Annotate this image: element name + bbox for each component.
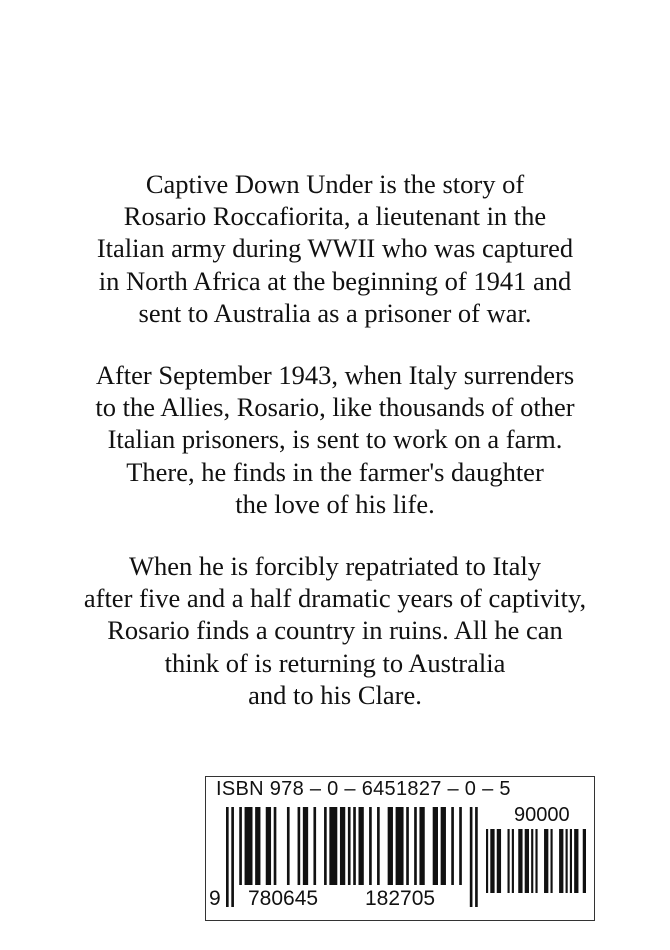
barcode-bar [475, 807, 478, 907]
barcode-bar [255, 807, 260, 885]
barcode-bar [414, 807, 417, 885]
barcode-bar [348, 807, 351, 885]
barcode-bar [459, 807, 462, 885]
blurb-line: and to his Clare. [248, 679, 422, 710]
barcode-bar [406, 807, 409, 885]
blurb-line: There, he finds in the farmer's daughter [126, 456, 544, 487]
barcode-bar [377, 807, 380, 885]
barcode-bar [535, 829, 537, 893]
barcode-bar [497, 829, 501, 893]
barcode-bar [544, 829, 548, 893]
barcode-bar [570, 829, 572, 893]
blurb-paragraph-2 [0, 359, 670, 520]
barcode-bar [266, 807, 271, 885]
blurb-line: to the Allies, Rosario, like thousands of other [95, 392, 575, 423]
barcode-bar [559, 829, 563, 893]
barcode-bar [226, 807, 229, 907]
price-addon-code: 90000 [514, 804, 570, 826]
addon-bars [486, 829, 586, 893]
barcode-bar [583, 829, 586, 893]
blurb-line: After September 1943, when Italy surrenders [95, 360, 575, 391]
barcode-bar [508, 829, 510, 893]
blurb-line: sent to Australia as a prisoner of war. [138, 297, 532, 328]
blurb-paragraph-1 [0, 168, 670, 329]
barcode-bar [525, 829, 529, 893]
barcode-bar [419, 807, 424, 885]
barcode-bar [245, 807, 253, 885]
blurb-line: in North Africa at the beginning of 1941 and [98, 265, 572, 296]
barcode-bar [574, 829, 578, 893]
barcode-bar [239, 807, 242, 885]
isbn-barcode [205, 776, 595, 921]
barcode-bar [369, 807, 372, 885]
blurb-line: the love of his life. [235, 488, 435, 519]
blurb-paragraph-3 [0, 550, 670, 711]
blurb-line: Captive Down Under is the story of [145, 169, 525, 199]
barcode-left-digits: 780645 [248, 887, 319, 910]
barcode-bar [490, 829, 494, 893]
barcode-bar [451, 807, 454, 885]
blurb-line: When he is forcibly repatriated to Italy [128, 551, 542, 582]
barcode-bar [470, 807, 473, 907]
barcode-bar [531, 829, 533, 893]
barcode-bar [287, 807, 290, 885]
barcode-bar [518, 829, 522, 893]
blurb-line: Italian army during WWII who was captured [96, 233, 574, 264]
barcode-bar [388, 807, 393, 885]
barcode-bar [274, 807, 277, 885]
barcode-bar [551, 829, 553, 893]
blurb-line: think of is returning to Australia [164, 647, 506, 678]
barcode-bar [313, 807, 316, 885]
barcode-bar [396, 807, 404, 885]
blurb-line: Rosario Roccafiorita, a lieutenant in the [123, 201, 547, 232]
barcode-bar [298, 807, 301, 885]
blurb-line: Italian prisoners, is sent to work on a farm. [107, 424, 563, 455]
back-cover-blurb [0, 168, 670, 711]
barcode-bar [340, 807, 345, 885]
blurb-line: Rosario finds a country in ruins. All he can [107, 615, 563, 646]
barcode-bar [486, 829, 488, 893]
barcode-bar [359, 807, 364, 885]
barcode-bar [231, 807, 234, 907]
barcode-bar [324, 807, 327, 885]
barcode-bar [303, 807, 308, 885]
barcode-right-digits: 182705 [365, 887, 436, 910]
barcode-bar [353, 807, 356, 885]
barcode-lead-digit: 9 [209, 887, 221, 910]
barcode-bar [441, 807, 446, 885]
barcode-bar [512, 829, 514, 893]
barcode-bar [433, 807, 438, 885]
barcode-bar [329, 807, 337, 885]
isbn-label: ISBN 978 – 0 – 6451827 – 0 – 5 [216, 778, 511, 800]
barcode-bar [566, 829, 568, 893]
blurb-line: after five and a half dramatic years of captivity, [83, 583, 587, 614]
